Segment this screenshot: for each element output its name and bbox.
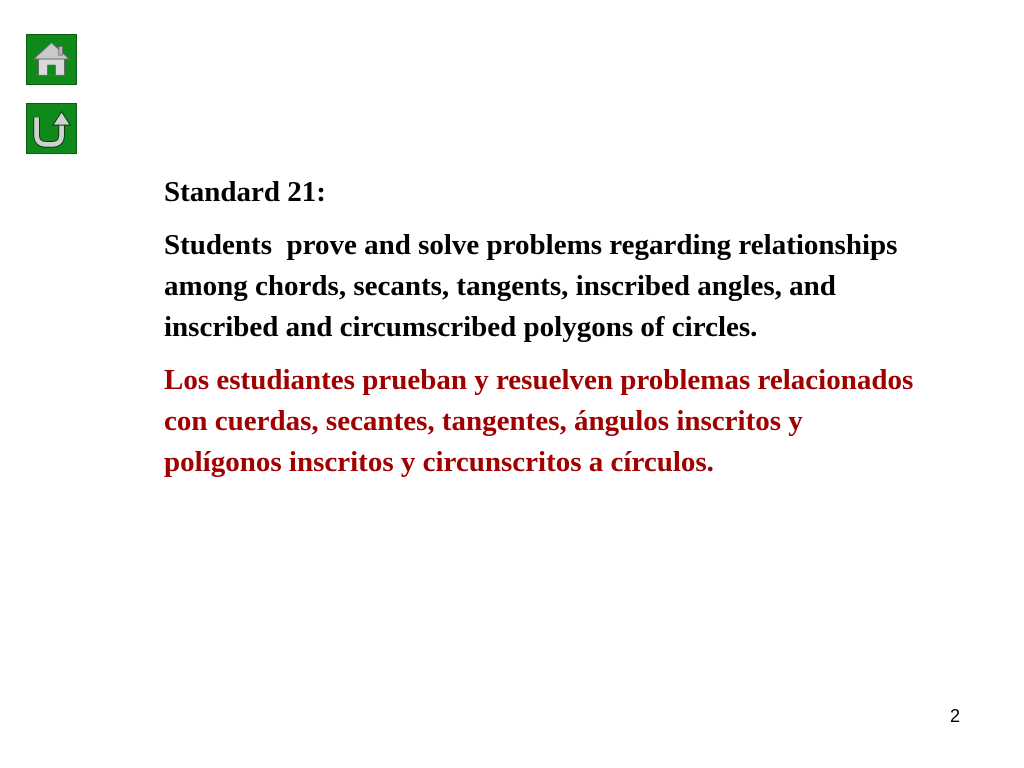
return-arrow-icon <box>27 104 76 153</box>
return-button[interactable] <box>26 103 77 154</box>
home-icon <box>27 35 76 84</box>
home-button[interactable] <box>26 34 77 85</box>
page-number: 2 <box>950 706 961 726</box>
spanish-standard-text: Los estudiantes prueban y resuelven problemas relacionados con cuerdas, secantes, tangentes, ángulos inscritos y polígonos inscritos y circunscritos a círculos. <box>164 364 914 478</box>
english-standard-text: Students prove and solve problems regarding relationships among chords, secants, tangents, inscribed angles, and inscribed and circumscribed polygons of circles. <box>164 229 905 343</box>
standard-heading: Standard 21: <box>164 176 326 208</box>
slide-content <box>164 172 924 483</box>
